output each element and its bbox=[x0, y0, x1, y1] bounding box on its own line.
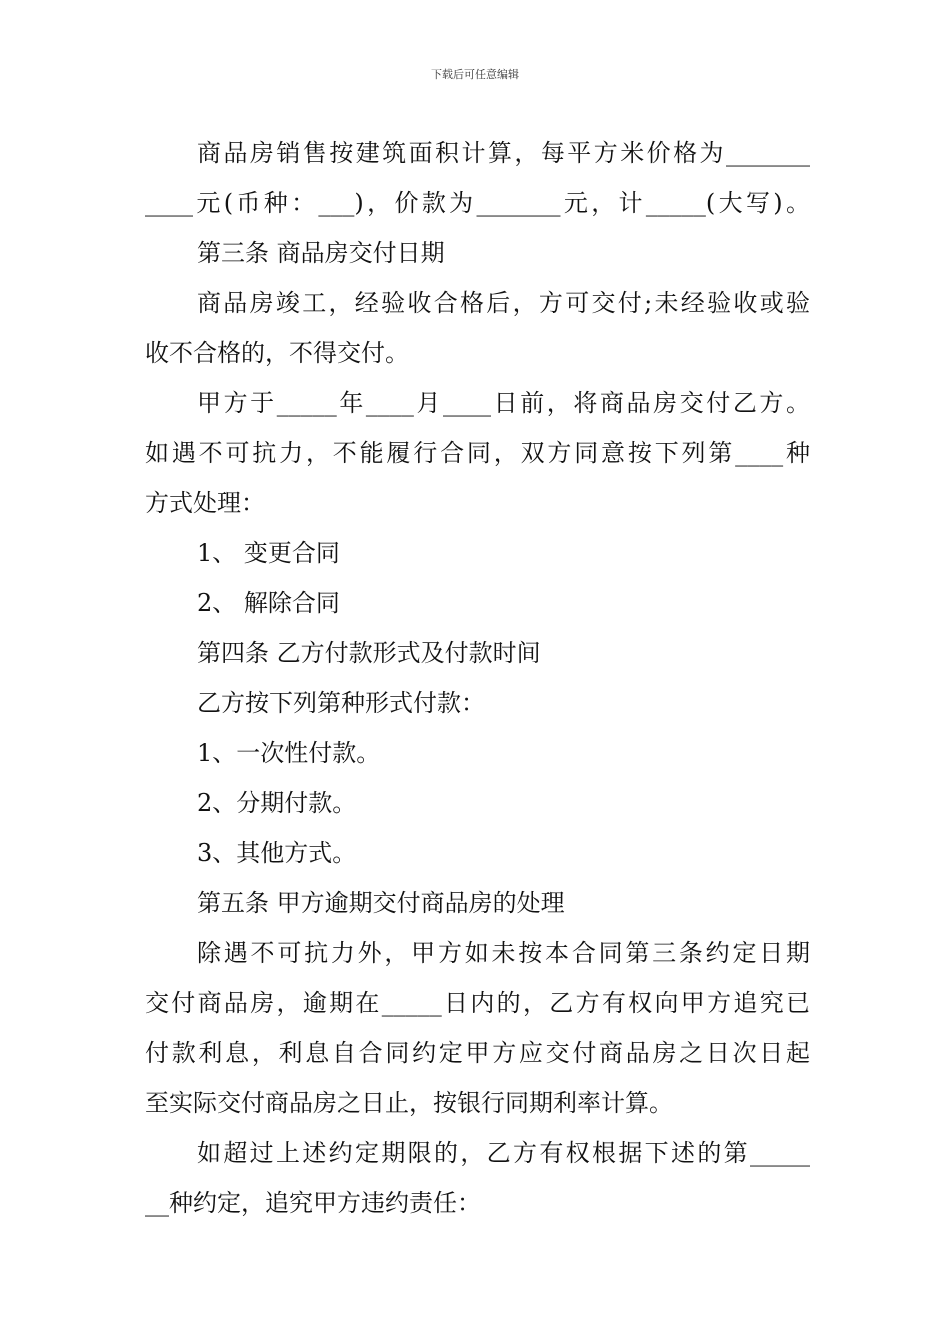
section-heading: 第四条 乙方付款形式及付款时间 bbox=[197, 639, 541, 667]
document-body bbox=[145, 128, 810, 1228]
list-item: 3、其他方式。 bbox=[197, 839, 357, 867]
paragraph-line: 至实际交付商品房之日止，按银行同期利率计算。 bbox=[145, 1089, 673, 1117]
list-item: 1、一次性付款。 bbox=[197, 739, 381, 767]
paragraph-line: 付款利息，利息自合同约定甲方应交付商品房之日次日起 bbox=[145, 1039, 810, 1067]
paragraph-line: 商品房销售按建筑面积计算，每平方米价格为_______ bbox=[197, 139, 810, 167]
paragraph-line: 交付商品房，逾期在_____日内的，乙方有权向甲方追究已 bbox=[145, 989, 810, 1017]
paragraph-line: 乙方按下列第种形式付款： bbox=[197, 689, 485, 717]
page-header: 下载后可任意编辑 bbox=[431, 68, 519, 81]
paragraph-line: 除遇不可抗力外，甲方如未按本合同第三条约定日期 bbox=[197, 939, 810, 967]
paragraph-line: 如超过上述约定期限的，乙方有权根据下述的第_____ bbox=[197, 1139, 810, 1167]
paragraph-line: 甲方于_____年____月____日前，将商品房交付乙方。 bbox=[197, 389, 810, 417]
paragraph-line: 如遇不可抗力，不能履行合同，双方同意按下列第____种 bbox=[145, 439, 810, 467]
section-heading: 第三条 商品房交付日期 bbox=[197, 239, 445, 267]
list-item: 1、 变更合同 bbox=[197, 539, 340, 567]
paragraph-line: __种约定，追究甲方违约责任： bbox=[145, 1189, 481, 1217]
list-item: 2、分期付款。 bbox=[197, 789, 357, 817]
paragraph-line: 商品房竣工，经验收合格后，方可交付;未经验收或验 bbox=[197, 289, 810, 317]
paragraph-line: 收不合格的，不得交付。 bbox=[145, 339, 409, 367]
paragraph-line: 方式处理： bbox=[145, 489, 265, 517]
section-heading: 第五条 甲方逾期交付商品房的处理 bbox=[197, 889, 565, 917]
paragraph-line: ____元(币种：___)，价款为_______元，计_____(大写)。 bbox=[145, 189, 810, 217]
list-item: 2、 解除合同 bbox=[197, 589, 340, 617]
